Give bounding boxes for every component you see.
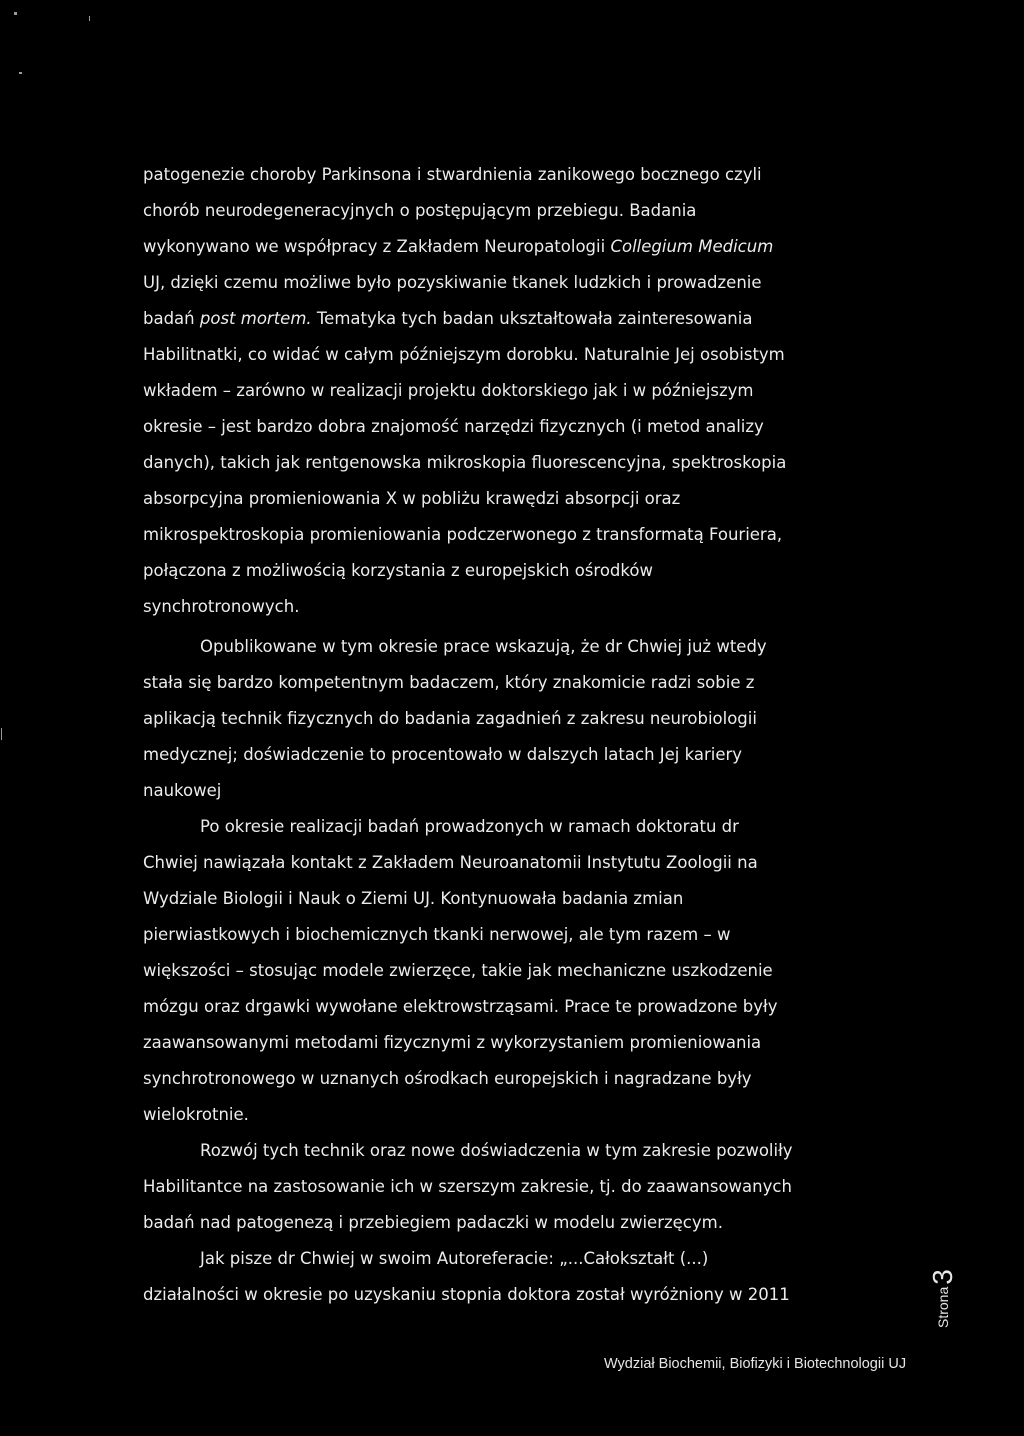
text-line: większości – stosując modele zwierzęce, takie jak mechaniczne uszkodzenie bbox=[143, 961, 773, 980]
text-line: synchrotronowych. bbox=[143, 597, 300, 616]
page-footer: Wydział Biochemii, Biofizyki i Biotechnologii UJ bbox=[604, 1356, 907, 1372]
text-segment: Tematyka tych badan ukształtowała zainteresowania bbox=[311, 309, 753, 328]
text-line: Jak pisze dr Chwiej w swoim Autoreferacie: „...Całokształt (...) bbox=[200, 1249, 709, 1268]
scan-speck bbox=[89, 16, 90, 21]
text-line: Rozwój tych technik oraz nowe doświadczenia w tym zakresie pozwoliły bbox=[200, 1141, 793, 1160]
text-segment: wykonywano we współpracy z Zakładem Neuropatologii bbox=[143, 237, 611, 256]
text-line bbox=[143, 309, 752, 329]
text-line: UJ, dzięki czemu możliwe było pozyskiwanie tkanek ludzkich i prowadzenie bbox=[143, 273, 762, 292]
page-number-label: Strona bbox=[935, 1286, 951, 1328]
text-line: Chwiej nawiązała kontakt z Zakładem Neuroanatomii Instytutu Zoologii na bbox=[143, 853, 758, 872]
text-line: Opublikowane w tym okresie prace wskazują, że dr Chwiej już wtedy bbox=[200, 637, 767, 656]
text-line: wkładem – zarówno w realizacji projektu doktorskiego jak i w późniejszym bbox=[143, 381, 754, 400]
text-line: mózgu oraz drgawki wywołane elektrowstrząsami. Prace te prowadzone były bbox=[143, 997, 778, 1016]
text-line: Wydziale Biologii i Nauk o Ziemi UJ. Kontynuowała badania zmian bbox=[143, 889, 684, 908]
text-line: Habilitantce na zastosowanie ich w szerszym zakresie, tj. do zaawansowanych bbox=[143, 1177, 792, 1196]
text-line: pierwiastkowych i biochemicznych tkanki nerwowej, ale tym razem – w bbox=[143, 925, 731, 944]
scan-speck bbox=[14, 12, 17, 15]
page-number bbox=[927, 1258, 977, 1328]
italic-term: post mortem. bbox=[199, 309, 312, 328]
scan-speck bbox=[1, 728, 2, 740]
text-line: absorpcyjna promieniowania X w pobliżu krawędzi absorpcji oraz bbox=[143, 489, 681, 508]
text-line: działalności w okresie po uzyskaniu stopnia doktora został wyróżniony w 2011 bbox=[143, 1285, 790, 1304]
text-line: chorób neurodegeneracyjnych o postępującym przebiegu. Badania bbox=[143, 201, 697, 220]
text-line: aplikacją technik fizycznych do badania zagadnień z zakresu neurobiologii bbox=[143, 709, 757, 728]
text-line bbox=[143, 237, 773, 257]
text-line: mikrospektroskopia promieniowania podczerwonego z transformatą Fouriera, bbox=[143, 525, 783, 544]
text-line: stała się bardzo kompetentnym badaczem, który znakomicie radzi sobie z bbox=[143, 673, 755, 692]
text-line: połączona z możliwością korzystania z europejskich ośrodków bbox=[143, 561, 653, 580]
text-line: synchrotronowego w uznanych ośrodkach europejskich i nagradzane były bbox=[143, 1069, 752, 1088]
text-line: okresie – jest bardzo dobra znajomość narzędzi fizycznych (i metod analizy bbox=[143, 417, 764, 436]
page-number-value: 3 bbox=[927, 1269, 958, 1285]
text-line: naukowej bbox=[143, 781, 222, 800]
text-line: Habilitnatki, co widać w całym późniejszym dorobku. Naturalnie Jej osobistym bbox=[143, 345, 785, 364]
text-line: danych), takich jak rentgenowska mikroskopia fluorescencyjna, spektroskopia bbox=[143, 453, 787, 472]
text-segment: badań bbox=[143, 309, 200, 328]
text-line: patogenezie choroby Parkinsona i stwardnienia zanikowego bocznego czyli bbox=[143, 165, 762, 184]
text-line: wielokrotnie. bbox=[143, 1105, 249, 1124]
text-line: Po okresie realizacji badań prowadzonych w ramach doktoratu dr bbox=[200, 817, 739, 836]
text-line: zaawansowanymi metodami fizycznymi z wykorzystaniem promieniowania bbox=[143, 1033, 762, 1052]
italic-term: Collegium Medicum bbox=[610, 237, 774, 256]
scan-speck bbox=[19, 72, 22, 74]
text-line: medycznej; doświadczenie to procentowało w dalszych latach Jej kariery bbox=[143, 745, 743, 764]
text-line: badań nad patogenezą i przebiegiem padaczki w modelu zwierzęcym. bbox=[143, 1213, 723, 1232]
